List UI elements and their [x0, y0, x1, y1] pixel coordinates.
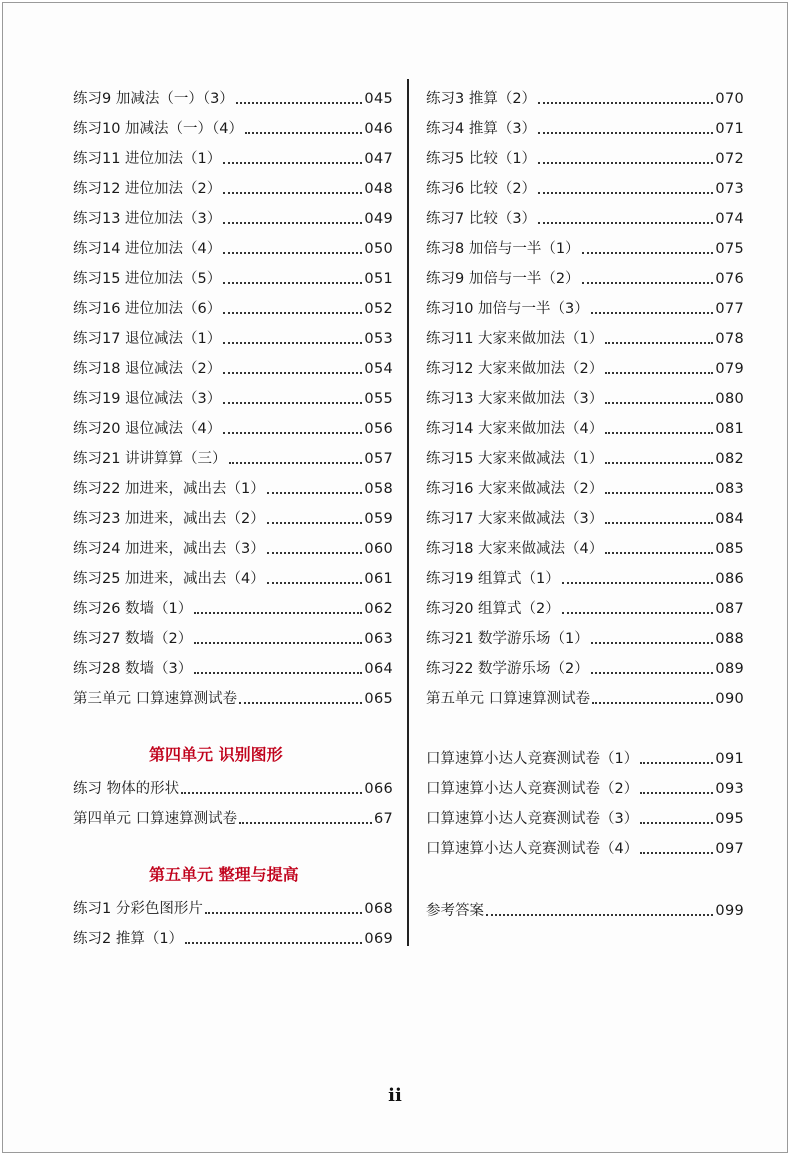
toc-entry: [426, 258, 744, 288]
toc-left-column: [73, 78, 393, 948]
dot-leader: [605, 372, 713, 374]
toc-entry: [73, 648, 393, 678]
toc-entry-title: 练习15 大家来做减法（1）: [426, 451, 604, 467]
toc-entry-page-number: 097: [715, 841, 744, 857]
toc-entry: [73, 678, 393, 708]
toc-entry: [73, 498, 393, 528]
toc-entry-page-number: 087: [715, 601, 744, 617]
toc-entry: [426, 138, 744, 168]
toc-entry-title: 第三单元 口算速算测试卷: [73, 691, 238, 707]
toc-entry-title: 口算速算小达人竞赛测试卷（3）: [426, 811, 639, 827]
dot-leader: [591, 312, 714, 314]
toc-entry-title: 练习2 推算（1）: [73, 931, 184, 947]
toc-entry: [73, 228, 393, 258]
toc-entry: [426, 678, 744, 708]
column-divider: [407, 79, 409, 946]
toc-entry-page-number: 070: [715, 91, 744, 107]
toc-entry: [73, 108, 393, 138]
toc-entry: [73, 378, 393, 408]
dot-leader: [245, 132, 362, 134]
toc-entry: [73, 798, 393, 828]
toc-entry-page-number: 080: [715, 391, 744, 407]
toc-entry-page-number: 076: [715, 271, 744, 287]
toc-entry: [426, 378, 744, 408]
toc-entry-title: 练习5 比较（1）: [426, 151, 537, 167]
toc-entry-title: 练习14 大家来做加法（4）: [426, 421, 604, 437]
toc-entry: [426, 228, 744, 258]
toc-entry-title: 练习21 讲讲算算（三）: [73, 451, 227, 467]
toc-entry: [426, 738, 744, 768]
toc-entry: [73, 618, 393, 648]
toc-entry: [426, 648, 744, 678]
toc-entry-title: 练习11 进位加法（1）: [73, 151, 222, 167]
toc-entry-title: 练习19 退位减法（3）: [73, 391, 222, 407]
dot-leader: [538, 222, 713, 224]
right-entries-c: [426, 890, 744, 920]
toc-entry-title: 练习20 退位减法（4）: [73, 421, 222, 437]
toc-entry: [426, 498, 744, 528]
dot-leader: [640, 762, 713, 764]
dot-leader: [223, 432, 362, 434]
dot-leader: [562, 612, 714, 614]
dot-leader: [223, 282, 362, 284]
toc-entry-title: 练习4 推算（3）: [426, 121, 537, 137]
toc-entry: [426, 318, 744, 348]
dot-leader: [605, 402, 713, 404]
toc-entry-page-number: 060: [364, 541, 393, 557]
toc-entry-title: 练习9 加减法（一）（3）: [73, 91, 234, 107]
toc-entry-page-number: 084: [715, 511, 744, 527]
toc-entry-page-number: 056: [364, 421, 393, 437]
toc-entry-title: 练习15 进位加法（5）: [73, 271, 222, 287]
toc-entry-page-number: 057: [364, 451, 393, 467]
toc-entry-page-number: 059: [364, 511, 393, 527]
dot-leader: [194, 642, 362, 644]
toc-entry: [426, 348, 744, 378]
toc-entry: [426, 558, 744, 588]
toc-entry-title: 练习21 数学游乐场（1）: [426, 631, 589, 647]
dot-leader: [223, 252, 362, 254]
toc-entry-page-number: 077: [715, 301, 744, 317]
toc-entry: [73, 168, 393, 198]
toc-entry-page-number: 091: [715, 751, 744, 767]
dot-leader: [582, 282, 714, 284]
toc-entry-title: 练习13 进位加法（3）: [73, 211, 222, 227]
dot-leader: [267, 552, 363, 554]
toc-entry-page-number: 078: [715, 331, 744, 347]
dot-leader: [194, 612, 362, 614]
section-title-unit-5: 第五单元 整理与提高: [149, 865, 299, 884]
toc-entry-title: 练习12 进位加法（2）: [73, 181, 222, 197]
dot-leader: [538, 192, 713, 194]
dot-leader: [538, 162, 713, 164]
toc-entry-title: 参考答案: [426, 903, 484, 919]
toc-entry-page-number: 086: [715, 571, 744, 587]
toc-entry-title: 第四单元 口算速算测试卷: [73, 811, 238, 827]
dot-leader: [223, 342, 362, 344]
toc-entry: [426, 890, 744, 920]
dot-leader: [640, 852, 713, 854]
spacer: [426, 858, 744, 890]
dot-leader: [605, 492, 713, 494]
toc-entry-title: 练习17 大家来做减法（3）: [426, 511, 604, 527]
toc-entry: [73, 78, 393, 108]
dot-leader: [605, 462, 713, 464]
toc-entry: [426, 108, 744, 138]
dot-leader: [605, 432, 713, 434]
dot-leader: [236, 102, 363, 104]
toc-entry: [426, 288, 744, 318]
toc-entry: [426, 408, 744, 438]
dot-leader: [223, 402, 362, 404]
dot-leader: [181, 792, 362, 794]
toc-entry-title: 练习24 加进来，减出去（3）: [73, 541, 265, 557]
toc-entry-page-number: 049: [364, 211, 393, 227]
dot-leader: [605, 522, 713, 524]
toc-entry-page-number: 083: [715, 481, 744, 497]
toc-entry-page-number: 071: [715, 121, 744, 137]
toc-entry-page-number: 051: [364, 271, 393, 287]
toc-entry-page-number: 054: [364, 361, 393, 377]
dot-leader: [640, 792, 713, 794]
toc-entry-title: 练习28 数墙（3）: [73, 661, 193, 677]
toc-entry-page-number: 089: [715, 661, 744, 677]
toc-entry: [426, 588, 744, 618]
toc-entry-title: 练习23 加进来，减出去（2）: [73, 511, 265, 527]
toc-entry: [426, 468, 744, 498]
toc-entry-title: 口算速算小达人竞赛测试卷（4）: [426, 841, 639, 857]
left-entries-a: [73, 78, 393, 708]
right-entries-b: [426, 738, 744, 858]
toc-entry: [73, 318, 393, 348]
toc-entry-title: 练习10 加倍与一半（3）: [426, 301, 589, 317]
toc-entry-page-number: 047: [364, 151, 393, 167]
page-number-footer: ii: [388, 1085, 402, 1106]
toc-entry-page-number: 045: [364, 91, 393, 107]
dot-leader: [582, 252, 714, 254]
toc-entry-title: 练习18 大家来做减法（4）: [426, 541, 604, 557]
toc-entry-page-number: 065: [364, 691, 393, 707]
toc-entry-page-number: 074: [715, 211, 744, 227]
toc-entry: [73, 408, 393, 438]
dot-leader: [267, 582, 363, 584]
toc-entry-page-number: 069: [364, 931, 393, 947]
toc-entry-title: 第五单元 口算速算测试卷: [426, 691, 591, 707]
toc-entry-page-number: 050: [364, 241, 393, 257]
dot-leader: [640, 822, 713, 824]
toc-entry: [73, 468, 393, 498]
section-title-unit-4: 第四单元 识别图形: [149, 745, 283, 764]
dot-leader: [223, 192, 362, 194]
dot-leader: [562, 582, 714, 584]
toc-entry-page-number: 093: [715, 781, 744, 797]
toc-entry-title: 练习13 大家来做加法（3）: [426, 391, 604, 407]
toc-entry-title: 练习6 比较（2）: [426, 181, 537, 197]
toc-entry-page-number: 062: [364, 601, 393, 617]
toc-entry-page-number: 053: [364, 331, 393, 347]
dot-leader: [592, 702, 713, 704]
toc-entry-title: 练习11 大家来做加法（1）: [426, 331, 604, 347]
spacer: [426, 708, 744, 738]
dot-leader: [194, 672, 362, 674]
dot-leader: [205, 912, 363, 914]
toc-entry-title: 练习9 加倍与一半（2）: [426, 271, 580, 287]
toc-entry-title: 练习27 数墙（2）: [73, 631, 193, 647]
toc-entry: [426, 528, 744, 558]
toc-entry-title: 练习8 加倍与一半（1）: [426, 241, 580, 257]
dot-leader: [538, 132, 713, 134]
dot-leader: [486, 914, 713, 916]
toc-entry-title: 练习16 大家来做减法（2）: [426, 481, 604, 497]
toc-entry: [73, 528, 393, 558]
toc-entry: [426, 168, 744, 198]
toc-entry-page-number: 090: [715, 691, 744, 707]
dot-leader: [229, 462, 363, 464]
toc-entry: [73, 348, 393, 378]
toc-entry-page-number: 085: [715, 541, 744, 557]
dot-leader: [591, 642, 714, 644]
toc-entry-title: 练习14 进位加法（4）: [73, 241, 222, 257]
toc-entry-title: 练习12 大家来做加法（2）: [426, 361, 604, 377]
toc-entry-page-number: 088: [715, 631, 744, 647]
toc-entry: [73, 258, 393, 288]
toc-entry: [73, 558, 393, 588]
dot-leader: [223, 372, 362, 374]
toc-entry: [73, 438, 393, 468]
toc-entry-title: 练习17 退位减法（1）: [73, 331, 222, 347]
toc-right-column: [426, 78, 744, 920]
toc-entry-page-number: 095: [715, 811, 744, 827]
toc-entry-title: 练习10 加减法（一）（4）: [73, 121, 244, 137]
toc-entry-page-number: 066: [364, 781, 393, 797]
toc-entry-page-number: 081: [715, 421, 744, 437]
toc-entry: [73, 918, 393, 948]
toc-entry-page-number: 67: [373, 811, 393, 827]
toc-entry-page-number: 048: [364, 181, 393, 197]
toc-entry-page-number: 058: [364, 481, 393, 497]
toc-entry-page-number: 052: [364, 301, 393, 317]
dot-leader: [223, 222, 362, 224]
toc-entry-page-number: 055: [364, 391, 393, 407]
toc-entry-title: 练习18 退位减法（2）: [73, 361, 222, 377]
toc-entry: [426, 768, 744, 798]
toc-entry-title: 练习22 加进来，减出去（1）: [73, 481, 265, 497]
toc-page: [2, 2, 788, 1153]
toc-entry-title: 练习22 数学游乐场（2）: [426, 661, 589, 677]
toc-entry: [73, 138, 393, 168]
toc-entry-page-number: 099: [715, 903, 744, 919]
dot-leader: [605, 342, 713, 344]
toc-entry: [73, 288, 393, 318]
right-entries-a: [426, 78, 744, 708]
toc-entry-page-number: 072: [715, 151, 744, 167]
toc-entry-title: 口算速算小达人竞赛测试卷（2）: [426, 781, 639, 797]
toc-entry-title: 练习3 推算（2）: [426, 91, 537, 107]
dot-leader: [223, 312, 362, 314]
dot-leader: [239, 702, 362, 704]
toc-entry-page-number: 064: [364, 661, 393, 677]
toc-entry-title: 练习25 加进来，减出去（4）: [73, 571, 265, 587]
toc-entry-page-number: 061: [364, 571, 393, 587]
toc-entry-page-number: 063: [364, 631, 393, 647]
dot-leader: [185, 942, 362, 944]
toc-entry: [73, 198, 393, 228]
left-entries-c: [73, 888, 393, 948]
dot-leader: [605, 552, 713, 554]
dot-leader: [538, 102, 713, 104]
toc-entry-page-number: 073: [715, 181, 744, 197]
toc-entry-title: 练习1 分彩色图形片: [73, 901, 203, 917]
toc-entry: [73, 588, 393, 618]
toc-entry-title: 练习7 比较（3）: [426, 211, 537, 227]
toc-entry: [426, 198, 744, 228]
toc-entry-title: 练习19 组算式（1）: [426, 571, 560, 587]
dot-leader: [591, 672, 714, 674]
toc-entry: [426, 828, 744, 858]
toc-entry-page-number: 079: [715, 361, 744, 377]
toc-entry-page-number: 046: [364, 121, 393, 137]
toc-entry-page-number: 075: [715, 241, 744, 257]
left-entries-b: [73, 768, 393, 828]
toc-entry-title: 练习16 进位加法（6）: [73, 301, 222, 317]
toc-entry: [426, 438, 744, 468]
toc-entry-title: 口算速算小达人竞赛测试卷（1）: [426, 751, 639, 767]
dot-leader: [267, 522, 363, 524]
toc-entry: [426, 78, 744, 108]
dot-leader: [239, 822, 372, 824]
toc-entry-page-number: 082: [715, 451, 744, 467]
toc-entry: [73, 888, 393, 918]
toc-entry-page-number: 068: [364, 901, 393, 917]
toc-entry-title: 练习26 数墙（1）: [73, 601, 193, 617]
toc-entry-title: 练习 物体的形状: [73, 781, 180, 797]
dot-leader: [223, 162, 362, 164]
toc-entry: [73, 768, 393, 798]
dot-leader: [267, 492, 363, 494]
toc-entry: [426, 618, 744, 648]
toc-entry: [426, 798, 744, 828]
toc-entry-title: 练习20 组算式（2）: [426, 601, 560, 617]
